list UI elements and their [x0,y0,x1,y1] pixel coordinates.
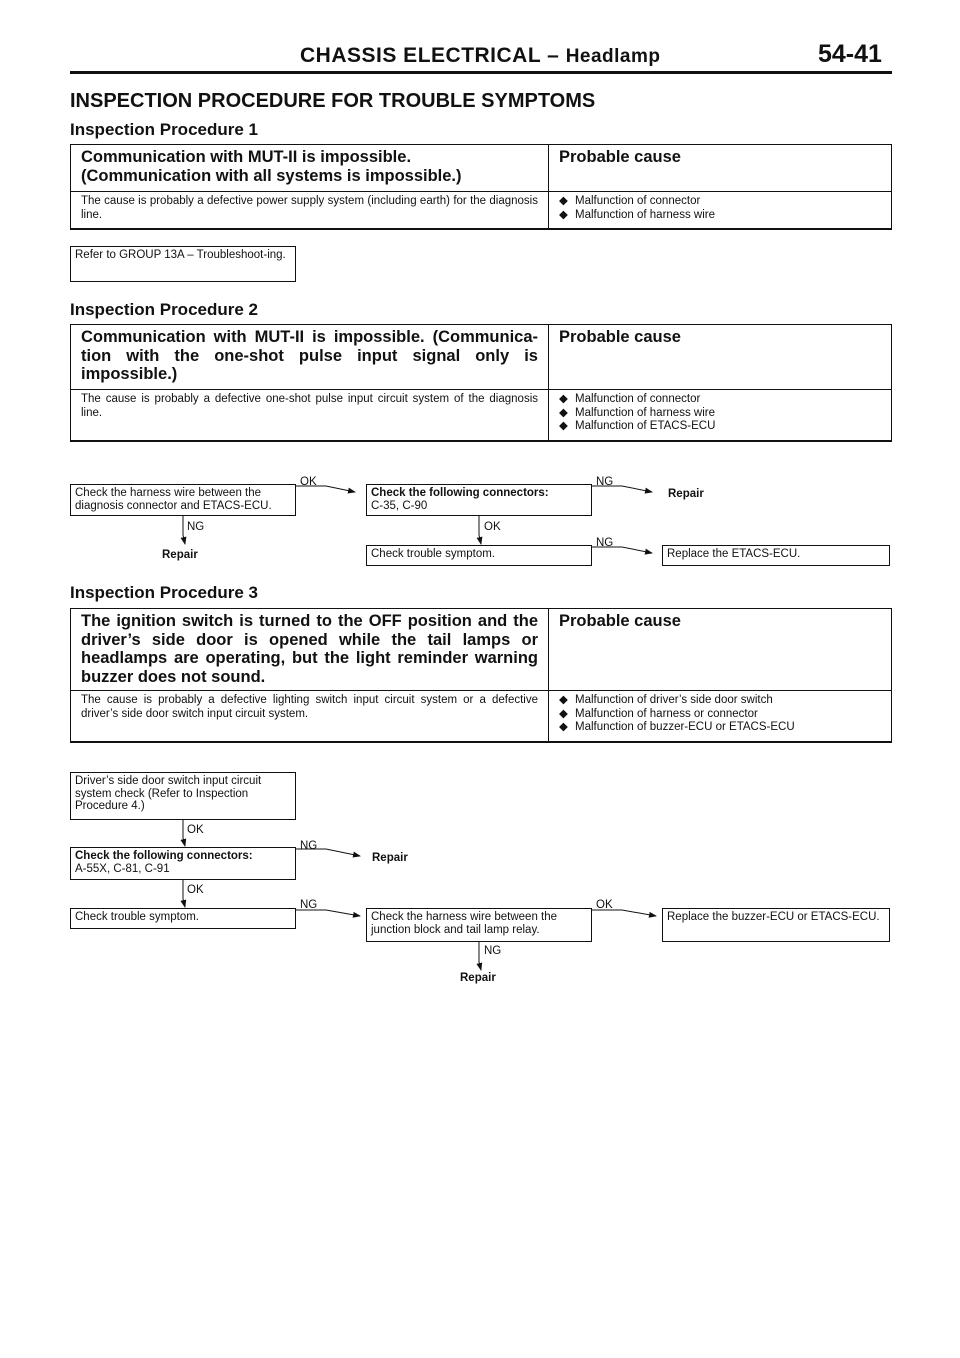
arrow-right-icon [592,486,652,492]
proc1-cause-header: Probable cause [559,148,681,166]
arrow-down-icon [183,880,185,907]
header-subtitle: Headlamp [565,46,661,67]
bullet-icon: ◆ [559,707,568,720]
proc2-title: Inspection Procedure 2 [70,300,258,319]
proc2-label-ok-down: OK [484,521,501,533]
proc2-connector-title: Check the following connectors: [371,487,549,499]
cause-text: Malfunction of harness wire [575,208,715,221]
arrow-down-icon [479,942,481,970]
cause-text: Malfunction of ETACS-ECU [575,420,716,432]
proc3-title: Inspection Procedure 3 [70,583,258,602]
proc3-description: The cause is probably a defective lighting switch input circuit system or a defective driver’s side door switch input circuit system. [71,691,549,741]
proc1-symptom-line2: (Communication with all systems is impossible.) [81,166,462,185]
arrow-down-icon [479,516,481,544]
proc2-box-harness-check: Check the harness wire between the diagnosis connector and ETACS-ECU. [70,484,296,516]
bullet-icon: ◆ [559,195,568,207]
cause-text: Malfunction of buzzer-ECU or ETACS-ECU [575,721,795,733]
proc3-box-harness-check: Check the harness wire between the junction block and tail lamp relay. [366,908,592,942]
page-number: 54-41 [818,40,882,68]
proc3-box-door-switch-check: Driver’s side door switch input circuit system check (Refer to Inspection Procedure 4.) [70,772,296,820]
proc2-box-replace-etacs: Replace the ETACS-ECU. [662,545,890,566]
proc2-repair-right: Repair [668,488,704,500]
bullet-icon: ◆ [559,406,568,419]
proc2-label-ng-symptom: NG [596,537,614,549]
proc3-connector-list: A-55X, C-81, C-91 [75,862,170,875]
cause-text: Malfunction of driver’s side door switch [575,694,773,706]
proc3-box-replace-ecu: Replace the buzzer-ECU or ETACS-ECU. [662,908,890,942]
proc1-refer-box: Refer to GROUP 13A – Troubleshoot-ing. [70,246,296,282]
cause-text: Malfunction of connector [575,393,701,405]
proc3-label-ng-2: NG [300,899,318,911]
proc1-description: The cause is probably a defective power supply system (including earth) for the diagnosis line. [71,192,549,228]
proc3-connector-title: Check the following connectors: [75,850,253,862]
header-dash: – [547,44,560,67]
proc1-symptom-line1: Communication with MUT-II is impossible. [81,148,412,166]
proc2-label-ok: OK [300,476,317,488]
proc3-cause-header: Probable cause [559,612,681,630]
proc3-repair-connectors: Repair [372,852,408,864]
cause-text: Malfunction of connector [575,195,701,207]
header-section: CHASSIS ELECTRICAL [300,44,541,67]
proc3-label-ng-3: NG [484,945,502,957]
proc3-symptom: The ignition switch is turned to the OFF position and the driver’s side door is opened while the tail lamps or headlamps are operating, but the light reminder warning buzzer does not sound. [71,609,549,690]
proc2-box-trouble-symptom: Check trouble symptom. [366,545,592,566]
cause-text: Malfunction of harness or connector [575,707,758,720]
proc3-label-ok-2: OK [187,884,204,896]
arrow-right-icon [296,910,360,916]
cause-text: Malfunction of harness wire [575,406,715,419]
proc3-label-ok-1: OK [187,824,204,836]
proc3-repair-harness: Repair [460,972,496,984]
proc3-box-trouble-symptom: Check trouble symptom. [70,908,296,929]
proc2-description: The cause is probably a defective one-shot pulse input circuit system of the diagnosis line. [71,390,549,440]
proc2-symptom: Communication with MUT-II is impossible. (Communica-tion with the one-shot pulse input signal only is impossible.) [71,325,549,389]
arrow-down-icon [183,820,185,846]
arrow-right-icon [592,547,652,553]
bullet-icon: ◆ [559,393,568,405]
bullet-icon: ◆ [559,208,568,221]
bullet-icon: ◆ [559,721,568,733]
proc2-label-ng: NG [596,476,614,488]
arrow-right-icon [592,910,656,916]
arrow-down-icon [183,516,185,544]
arrow-right-icon [296,486,355,492]
proc3-label-ng-1: NG [300,840,318,852]
proc1-title: Inspection Procedure 1 [70,120,258,139]
proc3-label-ok-3: OK [596,899,613,911]
proc2-connector-list: C-35, C-90 [371,499,428,512]
bullet-icon: ◆ [559,694,568,706]
proc2-label-ng-down: NG [187,521,205,533]
main-title: INSPECTION PROCEDURE FOR TROUBLE SYMPTOMS [70,90,596,112]
proc2-repair-left: Repair [162,549,198,561]
proc2-cause-header: Probable cause [559,328,681,346]
bullet-icon: ◆ [559,420,568,432]
arrow-right-icon [296,849,360,856]
